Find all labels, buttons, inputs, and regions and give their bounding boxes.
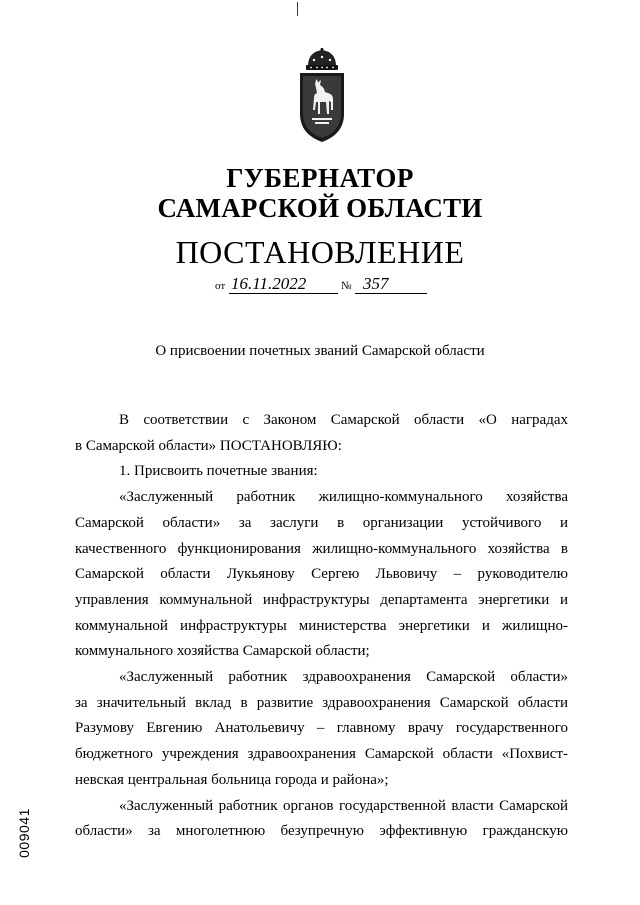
date-underline xyxy=(229,293,338,294)
issuer-title-line2: САМАРСКОЙ ОБЛАСТИ xyxy=(157,193,483,223)
issuer-title-line1: ГУБЕРНАТОР xyxy=(226,163,414,193)
body-line: «Заслуженный работник органов государственной власти Самарской xyxy=(119,797,568,814)
document-number: 357 xyxy=(363,274,389,293)
body-line: области» за многолетнюю безупречную эффективную гражданскую xyxy=(75,823,568,840)
document-type: ПОСТАНОВЛЕНИЕ xyxy=(175,234,465,270)
stamp-number: 009041 xyxy=(16,808,32,858)
body-line: «Заслуженный работник здравоохранения Самарской области» xyxy=(119,669,568,686)
body-line: невская центральная больница города и района»; xyxy=(75,771,389,788)
body-line: «Заслуженный работник жилищно-коммунального хозяйства xyxy=(119,489,568,506)
document-subject: О присвоении почетных званий Самарской области xyxy=(155,343,485,359)
body-line: Разумову Евгению Анатольевичу – главному врачу государственного xyxy=(75,720,568,737)
body-line: в Самарской области» ПОСТАНОВЛЯЮ: xyxy=(75,437,342,454)
body-line: Самарской области Лукьянову Сергею Львовичу – руководителю xyxy=(75,566,568,583)
coat-of-arms-icon xyxy=(294,48,350,146)
body-line: В соответствии с Законом Самарской области «О наградах xyxy=(119,412,568,428)
body-line: за значительный вклад в развитие здравоохранения Самарской области xyxy=(75,694,568,711)
document-body xyxy=(75,408,568,845)
document-date-number xyxy=(213,274,433,296)
document-date: 16.11.2022 xyxy=(231,274,307,293)
date-prefix: от xyxy=(215,280,226,292)
body-line: коммунальной инфраструктуры министерства энергетики и жилищно- xyxy=(75,617,568,634)
body-line: коммунального хозяйства Самарской области; xyxy=(75,643,370,660)
body-line: качественного функционирования жилищно-коммунального хозяйства в xyxy=(75,540,568,557)
body-line: управления коммунальной инфраструктуры департамента энергетики и xyxy=(75,591,568,608)
scan-mark xyxy=(296,0,299,20)
number-underline xyxy=(355,293,427,294)
body-line: Самарской области» за заслуги в организации устойчивого и xyxy=(75,514,568,531)
body-line: 1. Присвоить почетные звания: xyxy=(119,463,318,480)
body-line: бюджетного учреждения здравоохранения Самарской области «Похвист- xyxy=(75,746,568,763)
number-prefix: № xyxy=(341,280,352,292)
side-registration-stamp xyxy=(14,800,34,870)
